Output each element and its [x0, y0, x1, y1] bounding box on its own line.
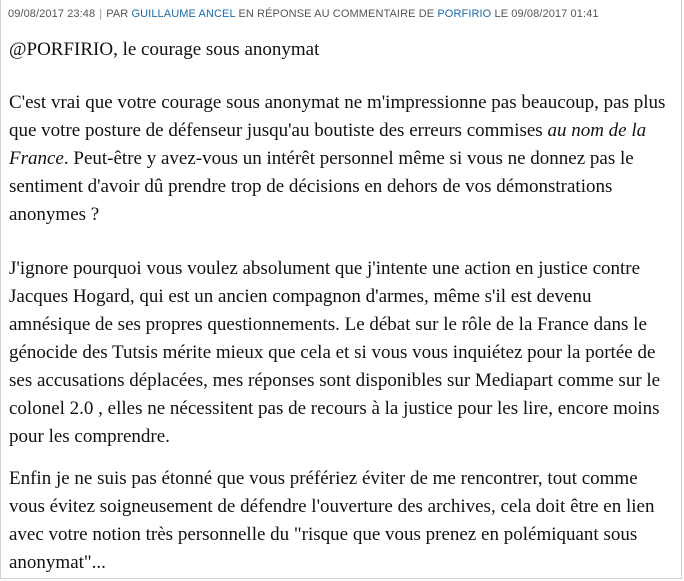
paragraph-1-text-a: C'est vrai que votre courage sous anonymat ne m'impressionne pas beaucoup, pas plus que votre posture de défenseur jusqu'au boutiste des erreurs commises: [9, 92, 666, 141]
of-label: DE: [418, 8, 435, 20]
comment-meta: [8, 7, 675, 21]
reply-date: 09/08/2017 01:41: [511, 8, 599, 20]
by-label: PAR: [106, 8, 129, 20]
comment-paragraph-3: Enfin je ne suis pas étonné que vous préfériez éviter de me rencontrer, tout comme vous évitez soigneusement de défendre l'ouverture des archives, cela doit être en lien avec votre notion très personnelle du "risque que vous prenez en polémiquant sous anonymat"...: [9, 468, 655, 573]
author-link[interactable]: GUILLAUME ANCEL: [131, 8, 236, 20]
reply-to-comment-link[interactable]: AU COMMENTAIRE: [314, 8, 416, 20]
meta-separator: |: [99, 8, 103, 20]
paragraph-1-text-b: . Peut-être y avez-vous un intérêt personnel même si vous ne donnez pas le sentiment d'avoir dû prendre trop de décisions en dehors de vos démonstrations anonymes ?: [9, 148, 634, 225]
comment-title: @PORFIRIO, le courage sous anonymat: [9, 39, 320, 60]
reply-author-link[interactable]: PORFIRIO: [437, 8, 492, 20]
paragraph-1-emphasis: au nom de la France: [9, 120, 647, 169]
reply-prefix: EN RÉPONSE: [238, 8, 312, 20]
comment-paragraph-1: [9, 89, 673, 229]
comment-date: 09/08/2017 23:48: [8, 8, 96, 20]
reply-date-prefix: LE: [494, 8, 509, 20]
comment-paragraph-2: J'ignore pourquoi vous voulez absolument que j'intente une action en justice contre Jacques Hogard, qui est un ancien compagnon d'armes, même s'il est devenu amnésique de ses propres questionnements. Le débat sur le rôle de la France dans le génocide des Tutsis mérite mieux que cela et si vous vous inquiétez pour la portée de ses accusations déplacées, mes réponses sont disponibles sur Mediapart comme sur le colonel 2.0 , elles ne nécessitent pas de recours à la justice pour les lire, encore moins pour les comprendre.: [9, 258, 661, 447]
